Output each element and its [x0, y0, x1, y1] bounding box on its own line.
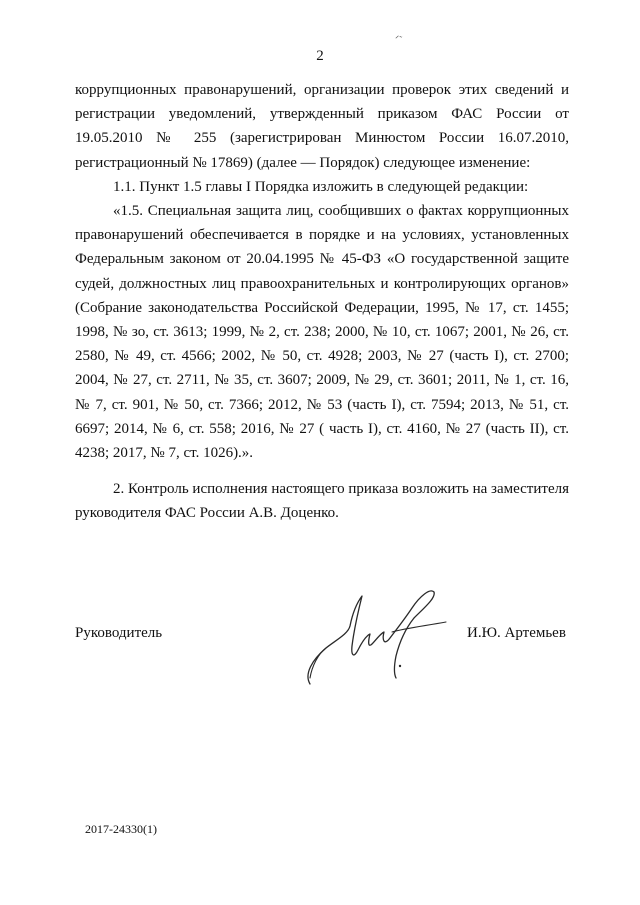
- paragraph-clause-1-1: 1.1. Пункт 1.5 главы I Порядка изложить в следующей редакции:: [113, 178, 529, 195]
- page-number: 2: [316, 48, 324, 64]
- document-number: 2017-24330(1): [85, 822, 157, 836]
- scan-mark-icon: ᐟ˜: [394, 33, 403, 45]
- paragraph-continuation: коррупционных правонарушений, организации проверок этих сведений и регистрации уведомлений, утвержденный приказом ФАС России от 19.05.2010 № 255 (зарегистрирован Минюстом России 16.07.2010, регистрационный № 17869) (далее — Порядок) следующее изменение:: [75, 82, 569, 171]
- signatory-name: И.Ю. Артемьев: [467, 625, 566, 641]
- paragraph-clause-1-5: «1.5. Специальная защита лиц, сообщивших о фактах коррупционных правонарушений обеспечивается в порядке и на условиях, установленных Федеральным законом от 20.04.1995 № 45-ФЗ «О государственной защите судей, должностных лиц правоохранительных и контролирующих органов» (Собрание законодательства Российской Федерации, 1995, № 17, ст. 1455; 1998, № зо, ст. 3613; 1999, № 2, ст. 238; 2000, № 10, ст. 1067; 2001, № 26, ст. 2580, № 49, ст. 4566; 2002, № 50, ст. 4928; 2003, № 27 (часть I), ст. 2700; 2004, № 27, ст. 2711, № 35, ст. 3607; 2009, № 29, ст. 3601; 2011, № 1, ст. 16, № 7, ст. 901, № 50, ст. 7366; 2012, № 53 (часть I), ст. 7594; 2013, № 51, ст. 6697; 2014, № 6, ст. 558; 2016, № 27 ( часть I), ст. 4160, № 27 (часть II), ст. 4238; 2017, № 7, ст. 1026).».: [75, 203, 569, 462]
- paragraph-clause-2: 2. Контроль исполнения настоящего приказа возложить на заместителя руководителя ФАС России А.В. Доценко.: [75, 481, 569, 522]
- handwritten-signature-icon: [296, 582, 466, 692]
- document-body: [75, 78, 569, 526]
- signatory-role: Руководитель: [75, 625, 163, 641]
